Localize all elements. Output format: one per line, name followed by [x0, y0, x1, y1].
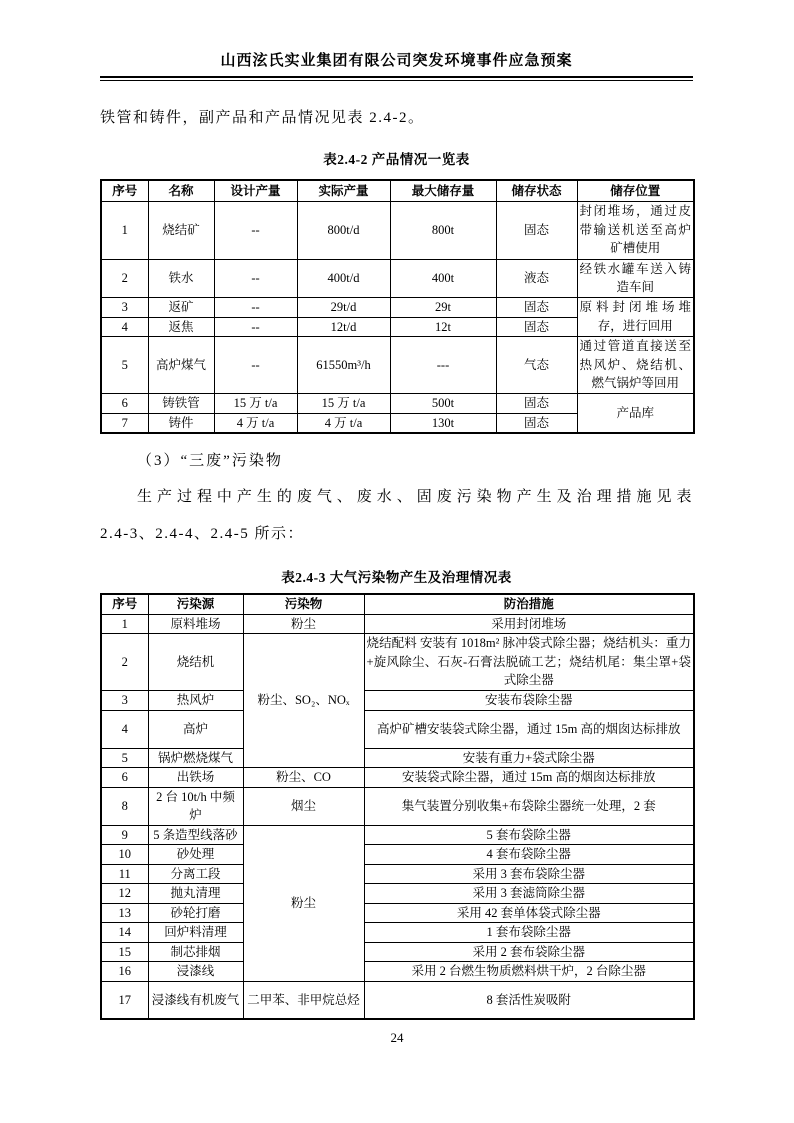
- table1-header-row: [101, 180, 694, 201]
- table-row: [101, 903, 694, 923]
- paragraph-line-2: 2.4-3、2.4-4、2.4-5 所示：: [100, 526, 304, 542]
- cell-no: 17: [101, 981, 148, 1019]
- cell-actual: 800t/d: [297, 201, 390, 259]
- page-number: 24: [390, 1030, 404, 1045]
- cell-location: 经铁水罐车送入铸造车间: [577, 259, 694, 297]
- cell-source: 浸漆线: [148, 962, 243, 982]
- cell-pollutant: 粉尘、SO₂、NOₓ: [243, 634, 364, 768]
- cell-source: 砂处理: [148, 845, 243, 865]
- table-row: [101, 259, 694, 297]
- cell-measure: 采用 2 套布袋除尘器: [364, 942, 694, 962]
- table-row: [101, 297, 694, 317]
- cell-state: 固态: [496, 297, 577, 317]
- cell-source: 抛丸清理: [148, 884, 243, 904]
- table-row: [101, 884, 694, 904]
- cell-pollutant: 粉尘: [243, 825, 364, 981]
- cell-design: 4 万 t/a: [214, 413, 297, 433]
- column-header: 序号: [101, 594, 148, 614]
- table-row: [101, 864, 694, 884]
- table-row: [101, 634, 694, 691]
- column-header: 设计产量: [214, 180, 297, 201]
- cell-no: 8: [101, 787, 148, 825]
- cell-source: 锅炉燃烧煤气: [148, 748, 243, 768]
- table-row: [101, 768, 694, 788]
- page-footer: [0, 1030, 794, 1046]
- cell-measure: 安装布袋除尘器: [364, 691, 694, 711]
- cell-no: 5: [101, 748, 148, 768]
- cell-measure: 安装袋式除尘器，通过 15m 高的烟囱达标排放: [364, 768, 694, 788]
- cell-location: 封闭堆场，通过皮带输送机送至高炉矿槽使用: [577, 201, 694, 259]
- table-row: [101, 691, 694, 711]
- cell-state: 气态: [496, 337, 577, 394]
- cell-no: 6: [101, 768, 148, 788]
- cell-source: 制芯排烟: [148, 942, 243, 962]
- cell-location: 通过管道直接送至热风炉、烧结机、燃气锅炉等回用: [577, 337, 694, 394]
- cell-no: 15: [101, 942, 148, 962]
- cell-max: 12t: [390, 317, 496, 337]
- cell-source: 砂轮打磨: [148, 903, 243, 923]
- cell-measure: 采用 3 套滤筒除尘器: [364, 884, 694, 904]
- cell-pollutant: 粉尘、CO: [243, 768, 364, 788]
- cell-no: 10: [101, 845, 148, 865]
- cell-measure: 采用封闭堆场: [364, 614, 694, 634]
- table-row: [101, 845, 694, 865]
- cell-no: 3: [101, 297, 148, 317]
- table-row: [101, 981, 694, 1019]
- table-row: [101, 393, 694, 413]
- cell-source: 高炉: [148, 710, 243, 748]
- cell-measure: 烧结配料 安装有 1018m² 脉冲袋式除尘器；烧结机头：重力+旋风除尘、石灰-石膏法脱硫工艺；烧结机尾：集尘罩+袋式除尘器: [364, 634, 694, 691]
- column-header: 污染源: [148, 594, 243, 614]
- cell-state: 固态: [496, 317, 577, 337]
- cell-design: --: [214, 317, 297, 337]
- cell-no: 7: [101, 413, 148, 433]
- table2-title: 表2.4-3 大气污染物产生及治理情况表: [281, 570, 512, 585]
- cell-source: 浸漆线有机废气: [148, 981, 243, 1019]
- cell-no: 3: [101, 691, 148, 711]
- cell-source: 热风炉: [148, 691, 243, 711]
- cell-state: 固态: [496, 413, 577, 433]
- cell-source: 回炉料清理: [148, 923, 243, 943]
- header-title: 山西泫氏实业集团有限公司突发环境事件应急预案: [220, 53, 573, 69]
- cell-name: 高炉煤气: [148, 337, 214, 394]
- cell-measure: 集气装置分别收集+布袋除尘器统一处理，2 套: [364, 787, 694, 825]
- cell-actual: 4 万 t/a: [297, 413, 390, 433]
- cell-no: 1: [101, 614, 148, 634]
- cell-design: --: [214, 259, 297, 297]
- table1-title: 表2.4-2 产品情况一览表: [323, 152, 470, 167]
- cell-design: --: [214, 201, 297, 259]
- cell-max: 800t: [390, 201, 496, 259]
- cell-name: 返焦: [148, 317, 214, 337]
- cell-name: 烧结矿: [148, 201, 214, 259]
- cell-measure: 5 套布袋除尘器: [364, 825, 694, 845]
- cell-max: ---: [390, 337, 496, 394]
- cell-design: --: [214, 337, 297, 394]
- table-row: [101, 787, 694, 825]
- table-row: [101, 748, 694, 768]
- column-header: 储存位置: [577, 180, 694, 201]
- column-header: 最大储存量: [390, 180, 496, 201]
- cell-measure: 高炉矿槽安装袋式除尘器，通过 15m 高的烟囱达标排放: [364, 710, 694, 748]
- cell-measure: 采用 42 套单体袋式除尘器: [364, 903, 694, 923]
- cell-no: 11: [101, 864, 148, 884]
- cell-measure: 采用 3 套布袋除尘器: [364, 864, 694, 884]
- cell-state: 固态: [496, 393, 577, 413]
- cell-actual: 61550m³/h: [297, 337, 390, 394]
- cell-no: 5: [101, 337, 148, 394]
- air-pollutant-table: [100, 593, 695, 1020]
- column-header: 实际产量: [297, 180, 390, 201]
- page-header: [100, 0, 693, 81]
- cell-name: 铸铁管: [148, 393, 214, 413]
- cell-no: 1: [101, 201, 148, 259]
- cell-source: 原料堆场: [148, 614, 243, 634]
- cell-source: 分离工段: [148, 864, 243, 884]
- column-header: 防治措施: [364, 594, 694, 614]
- column-header: 序号: [101, 180, 148, 201]
- cell-no: 4: [101, 710, 148, 748]
- cell-no: 14: [101, 923, 148, 943]
- paragraph-line-1: 生产过程中产生的废气、废水、固废污染物产生及治理措施见表: [137, 489, 693, 505]
- cell-name: 返矿: [148, 297, 214, 317]
- column-header: 名称: [148, 180, 214, 201]
- table2-header-row: [101, 594, 694, 614]
- cell-no: 13: [101, 903, 148, 923]
- column-header: 储存状态: [496, 180, 577, 201]
- cell-pollutant: 粉尘: [243, 614, 364, 634]
- cell-state: 固态: [496, 201, 577, 259]
- cell-name: 铁水: [148, 259, 214, 297]
- cell-max: 500t: [390, 393, 496, 413]
- cell-no: 2: [101, 259, 148, 297]
- table-row: [101, 710, 694, 748]
- cell-pollutant: 烟尘: [243, 787, 364, 825]
- cell-no: 9: [101, 825, 148, 845]
- table-row: [101, 201, 694, 259]
- cell-no: 2: [101, 634, 148, 691]
- cell-design: --: [214, 297, 297, 317]
- cell-no: 4: [101, 317, 148, 337]
- cell-location: 原料封闭堆场堆存，进行回用: [577, 297, 694, 337]
- table-row: [101, 962, 694, 982]
- header-double-rule: [100, 76, 693, 81]
- cell-max: 400t: [390, 259, 496, 297]
- cell-no: 12: [101, 884, 148, 904]
- cell-actual: 400t/d: [297, 259, 390, 297]
- cell-actual: 12t/d: [297, 317, 390, 337]
- intro-paragraph: 铁管和铸件，副产品和产品情况见表 2.4-2。: [100, 110, 425, 126]
- cell-measure: 8 套活性炭吸附: [364, 981, 694, 1019]
- cell-no: 6: [101, 393, 148, 413]
- cell-state: 液态: [496, 259, 577, 297]
- cell-name: 铸件: [148, 413, 214, 433]
- cell-source: 5 条造型线落砂: [148, 825, 243, 845]
- cell-location: 产品库: [577, 393, 694, 433]
- cell-source: 烧结机: [148, 634, 243, 691]
- cell-actual: 29t/d: [297, 297, 390, 317]
- cell-source: 2 台 10t/h 中频炉: [148, 787, 243, 825]
- cell-measure: 安装有重力+袋式除尘器: [364, 748, 694, 768]
- column-header: 污染物: [243, 594, 364, 614]
- section-heading: （3）“三废”污染物: [137, 453, 283, 469]
- cell-measure: 1 套布袋除尘器: [364, 923, 694, 943]
- product-overview-table: [100, 179, 695, 434]
- table-row: [101, 614, 694, 634]
- cell-max: 29t: [390, 297, 496, 317]
- cell-measure: 采用 2 台燃生物质燃料烘干炉，2 台除尘器: [364, 962, 694, 982]
- cell-max: 130t: [390, 413, 496, 433]
- cell-design: 15 万 t/a: [214, 393, 297, 413]
- cell-measure: 4 套布袋除尘器: [364, 845, 694, 865]
- table-row: [101, 337, 694, 394]
- table-row: [101, 923, 694, 943]
- cell-source: 出铁场: [148, 768, 243, 788]
- table-row: [101, 942, 694, 962]
- table-row: [101, 825, 694, 845]
- cell-no: 16: [101, 962, 148, 982]
- cell-pollutant: 二甲苯、非甲烷总烃: [243, 981, 364, 1019]
- cell-actual: 15 万 t/a: [297, 393, 390, 413]
